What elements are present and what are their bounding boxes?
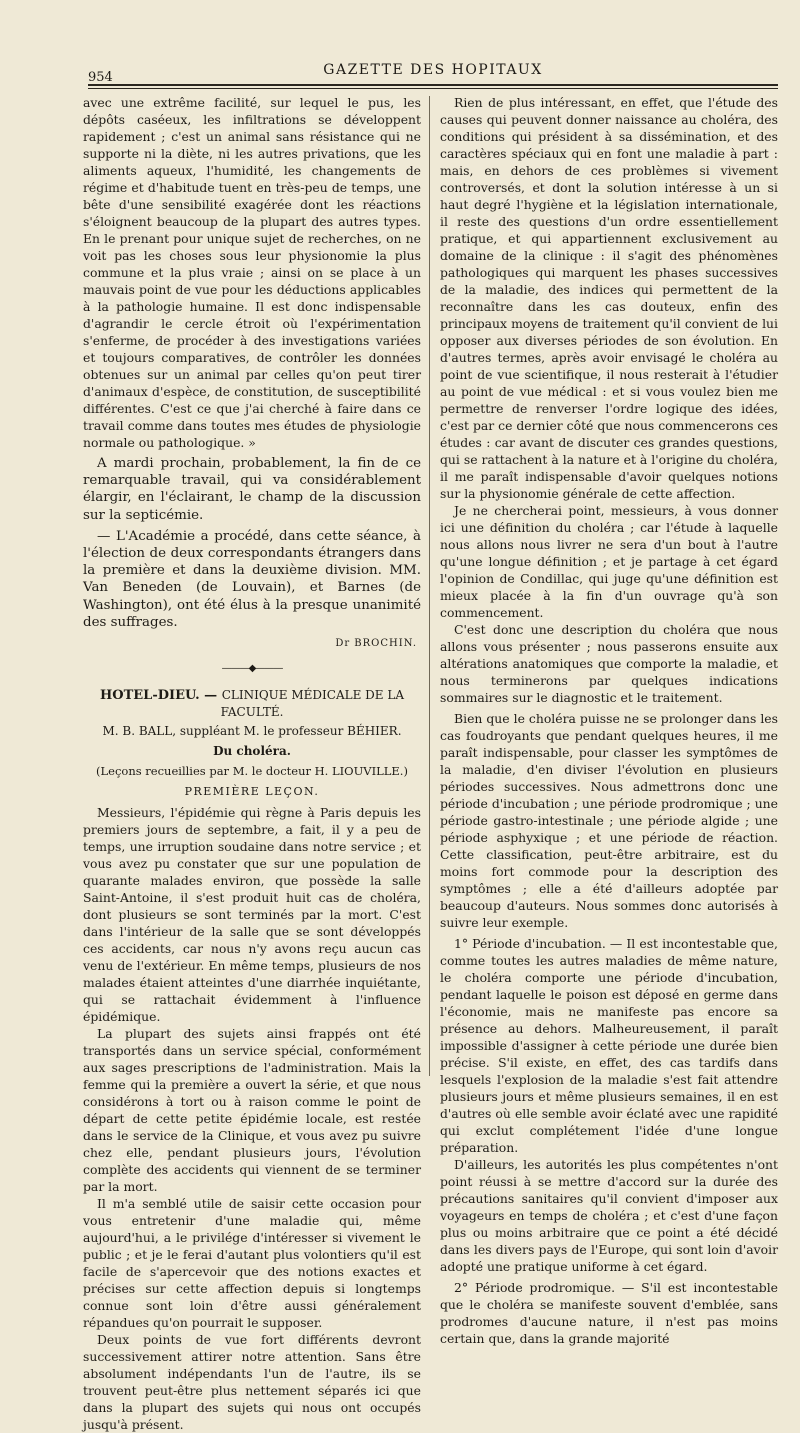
section-note: (Leçons recueillies par M. le docteur H. LIOUVILLE.) xyxy=(96,764,408,779)
right-column xyxy=(440,94,778,1347)
article-paragraph: La plupart des sujets ainsi frappés ont été transportés dans un service spécial, conformément aux sages prescriptions de l'administration. Mais la femme qui la première a ouvert la série, et que nous considérons à tort ou à raison comme le point de départ de cette petite épidémie locale, est restée dans le service de la Clinique, et vous avez pu suivre chez elle, pendant plusieurs jours, l'évolution complète des accidents qui viennent de se terminer par la mort. xyxy=(83,1026,421,1195)
article-paragraph: avec une extrême facilité, sur lequel le pus, les dépôts caséeux, les infiltrations se développent rapidement ; c'est un animal sans résistance qui ne supporte ni la diète, ni les autres privations, que les aliments aqueux, l'humidité, les changements de régime et d'habitude tuent en très-peu de temps, une bête d'une sensibilité exagérée dont les réactions s'éloignent beaucoup de la plupart des autres types. En le prenant pour unique sujet de recherches, on ne voit pas les choses sous leur physionomie la plus commune et la plus vraie ; ainsi on se place à un mauvais point de vue pour les déductions applicables à la pathologie humaine. Il est donc indispensable d'agrandir le cercle étroit où l'expérimentation s'enferme, de procéder à des investigations variées et toujours comparatives, de contrôler les données obtenues sur un animal par celles qu'on peut tirer d'animaux d'espèce, de constitution, de susceptibilité différentes. C'est ce que j'ai cherché à faire dans ce travail comme dans toutes mes études de physiologie normale ou pathologique. » xyxy=(83,95,421,450)
article-paragraph: Rien de plus intéressant, en effet, que l'étude des causes qui peuvent donner naissance au choléra, des conditions qui président à sa dissémination, et des caractères spéciaux qui en font une maladie à part : mais, en dehors de ces problèmes si vivement controversés, et dont la solution intéresse à un si haut degré l'hygiène et la législation internationale, il reste des questions d'un ordre essentiellement pratique, et qui appartiennent exclusivement au domaine de la clinique : il s'agit des phénomènes pathologiques qui marquent les phases successives de la maladie, des indices qui permettent de la reconnaître dans les cas douteux, enfin des principaux moyens de traitement qu'il convient de lui opposer aux diverses périodes de son évolution. En d'autres termes, après avoir envisagé le choléra au point de vue scientifique, il nous resterait à l'étudier au point de vue médical : et si vous voulez bien me permettre de renverser l'ordre logique des idées, c'est par ce dernier côté que nous commencerons ces études : car avant de discuter ces grandes questions, qui se rattachent à la nature et à l'origine du choléra, il me paraît indispensable d'avoir quelques notions sur la physionomie générale de cette affection. xyxy=(440,95,778,501)
article-paragraph: Bien que le choléra puisse ne se prolonger dans les cas foudroyants que pendant quelques heures, il me paraît indispensable, pour classer les symptômes de la maladie, d'en diviser l'évolution en plusieurs périodes successives. Nous admettrons donc une période d'incubation ; une période prodromique ; une période gastro-intestinale ; une période algide ; une période asphyxique ; et une période de réaction. Cette classification, peut-être arbitraire, est du moins fort commode pour la description des symptômes ; elle a été d'ailleurs adoptée par beaucoup d'auteurs. Nous sommes donc autorisés à suivre leur exemple. xyxy=(440,711,778,930)
article-paragraph: 2° Période prodromique. — S'il est incontestable que le choléra se manifeste souvent d'emblée, sans prodromes d'aucune nature, il n'est pas moins certain que, dans la grande majorité xyxy=(440,1280,778,1346)
section-heading-sub: CLINIQUE MÉDICALE DE LA FACULTÉ. xyxy=(220,688,404,720)
section-heading xyxy=(83,687,421,721)
page-header xyxy=(88,60,778,90)
article-paragraph: D'ailleurs, les autorités les plus compétentes n'ont point réussi à se mettre d'accord sur la durée des précautions sanitaires qu'il convient d'imposer aux voyageurs en temps de choléra ; et c'est d'une façon plus ou moins arbitraire que ce point a été décidé dans les divers pays de l'Europe, qui sont loin d'avoir adopté une pratique uniforme à cet égard. xyxy=(440,1157,778,1274)
section-heading-main: HOTEL-DIEU. — xyxy=(99,688,218,704)
author-signature: Dr BROCHIN. xyxy=(335,638,417,650)
section-author: M. B. BALL, suppléant M. le professeur BÉHIER. xyxy=(102,724,402,739)
article-paragraph: Je ne chercherai point, messieurs, à vous donner ici une définition du choléra ; car l'étude à laquelle nous allons nous livrer ne sera d'un bout à l'autre qu'une longue définition ; et je partage à cet égard l'opinion de Condillac, qui juge qu'une définition est mieux placée à la fin d'un ouvrage qu'à son commencement. xyxy=(440,503,778,620)
article-paragraph: A mardi prochain, probablement, la fin de ce remarquable travail, qui va considérablement élargir, en l'éclairant, le champ de la discussion sur la septicémie. xyxy=(83,456,421,523)
article-paragraph: — L'Académie a procédé, dans cette séance, à l'élection de deux correspondants étrangers dans la première et dans la deuxième division. MM. Van Beneden (de Louvain), et Barnes (de Washington), ont été élus à la presque unanimité des suffrages. xyxy=(83,528,421,630)
section-topic: Du choléra. xyxy=(213,744,291,759)
article-paragraph: Il m'a semblé utile de saisir cette occasion pour vous entretenir d'une maladie qui, même aujourd'hui, a le privilége d'intéresser si vivement le public ; et je le ferai d'autant plus volontiers qu'il est facile de s'apercevoir que des notions exactes et précises sur cette affection depuis si longtemps connue sont loin d'être aussi généralement répandues qu'on pourrait le supposer. xyxy=(83,1196,421,1331)
left-column xyxy=(83,94,421,1433)
article-paragraph: Deux points de vue fort différents devront successivement attirer notre attention. Sans être absolument indépendants l'un de l'autre, ils se trouvent peut-être plus nettement séparés ici que dans la plupart des sujets qui nous ont occupés jusqu'à présent. xyxy=(83,1332,421,1433)
section-ornament: ———◆——— xyxy=(221,663,283,675)
column-divider xyxy=(429,96,430,1076)
header-rule xyxy=(88,84,778,86)
article-paragraph: C'est donc une description du choléra que nous allons vous présenter ; nous passerons ensuite aux altérations anatomiques que comporte la maladie, et nous terminerons par quelques indications sommaires sur le diagnostic et le traitement. xyxy=(440,622,778,705)
header-rule-thin xyxy=(88,88,778,89)
article-paragraph: 1° Période d'incubation. — Il est incontestable que, comme toutes les autres maladies de même nature, le choléra comporte une période d'incubation, pendant laquelle le poison est déposé en germe dans l'économie, mais ne manifeste pas encore sa présence au dehors. Malheureusement, il paraît impossible d'assigner à cette période une durée bien précise. S'il existe, en effet, des cas tardifs dans lesquels l'explosion de la maladie s'est fait attendre plusieurs jours et même plusieurs semaines, il en est d'autres où elle semble avoir éclaté avec une rapidité qui exclut complétement l'idée d'une longue préparation. xyxy=(440,936,778,1155)
section-lecon: PREMIÈRE LEÇON. xyxy=(184,785,320,799)
page-number: 954 xyxy=(88,70,113,85)
masthead-title: GAZETTE DES HOPITAUX xyxy=(323,62,543,78)
article-paragraph: Messieurs, l'épidémie qui règne à Paris depuis les premiers jours de septembre, a fait, il y a peu de temps, une irruption soudaine dans notre service ; et vous avez pu constater que sur une population de quarante malades environ, que possède la salle Saint-Antoine, il s'est produit huit cas de choléra, dont plusieurs se sont terminés par la mort. C'est dans l'intérieur de la salle que se sont développés ces accidents, car nous n'y avons reçu aucun cas venu de l'extérieur. En même temps, plusieurs de nos malades étaient atteintes d'une diarrhée inquiétante, qui se rattachait évidemment à l'influence épidémique. xyxy=(83,805,421,1025)
